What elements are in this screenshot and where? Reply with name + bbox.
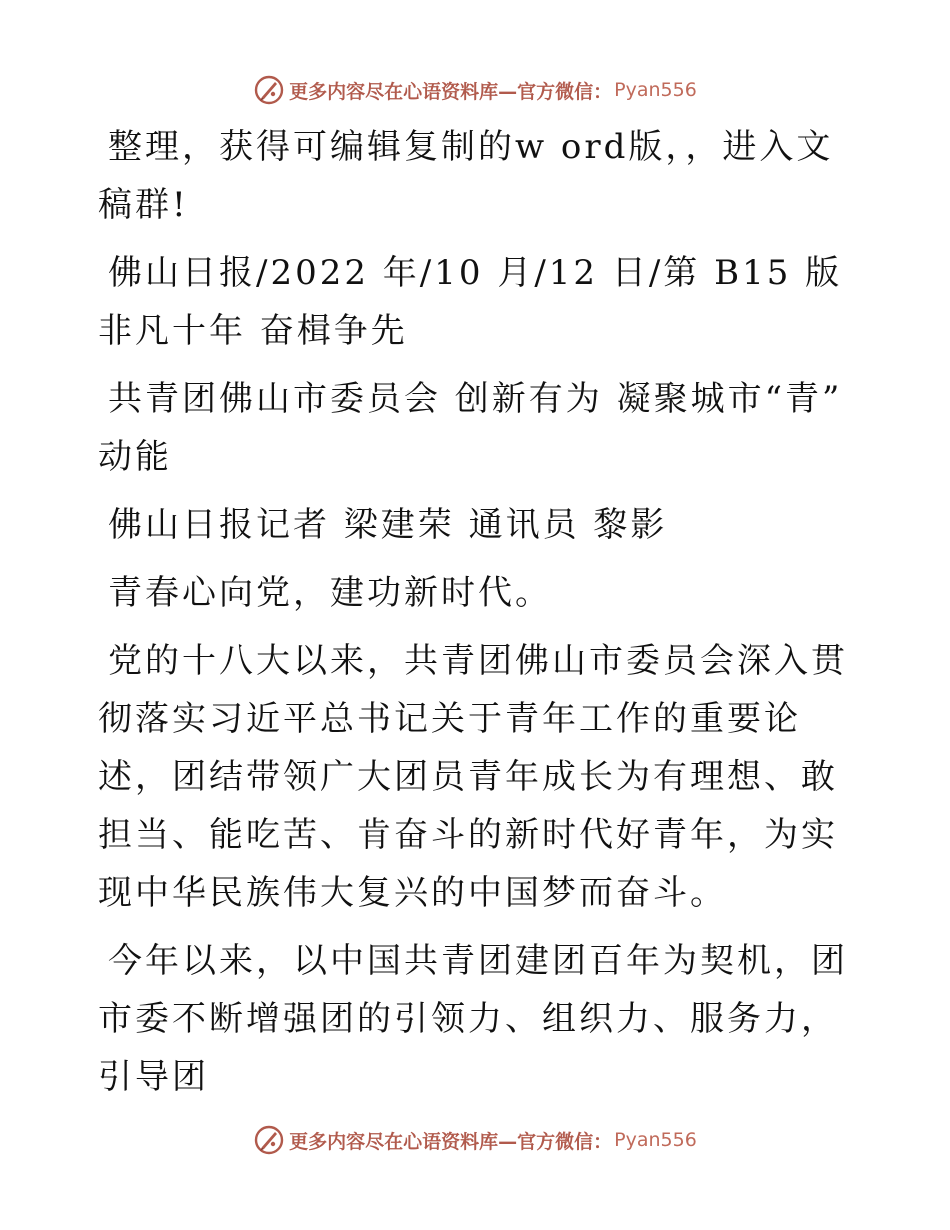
header-watermark-id: Pyan556 (614, 79, 697, 101)
footer-watermark (0, 1120, 950, 1160)
article-title: 共青团佛山市委员会 创新有为 凝聚城市“青” 动能 (98, 379, 843, 477)
intro-paragraph: 整理，获得可编辑复制的w ord版，，进入文稿群! (98, 127, 834, 225)
body-paragraph: 党的十八大以来，共青团佛山市委员会深入贯彻落实习近平总书记关于青年工作的重要论述，团结带领广大团员青年成长为有理想、敢担当、能吃苦、肯奋斗的新时代好青年，为实现中华民族伟大复兴的中国梦而奋斗。 (98, 641, 848, 913)
header-watermark-text: 更多内容尽在心语资料库—官方微信： (289, 80, 613, 103)
source-line: 佛山日报/2022 年/10 月/12 日/第 B15 版非凡十年 奋楫争先 (98, 253, 843, 351)
article-body (98, 118, 858, 1116)
footer-watermark-text: 更多内容尽在心语资料库—官方微信： (289, 1130, 613, 1153)
header-watermark (0, 70, 950, 110)
quill-pen-logo-icon (253, 74, 285, 106)
footer-watermark-id: Pyan556 (614, 1129, 697, 1151)
body-paragraph: 今年以来，以中国共青团建团百年为契机，团市委不断增强团的引领力、组织力、服务力，引导团 (98, 941, 848, 1097)
byline: 佛山日报记者 梁建荣 通讯员 黎影 (108, 505, 668, 545)
quill-pen-logo-icon (253, 1124, 285, 1156)
lead-sentence: 青春心向党，建功新时代。 (108, 573, 552, 613)
